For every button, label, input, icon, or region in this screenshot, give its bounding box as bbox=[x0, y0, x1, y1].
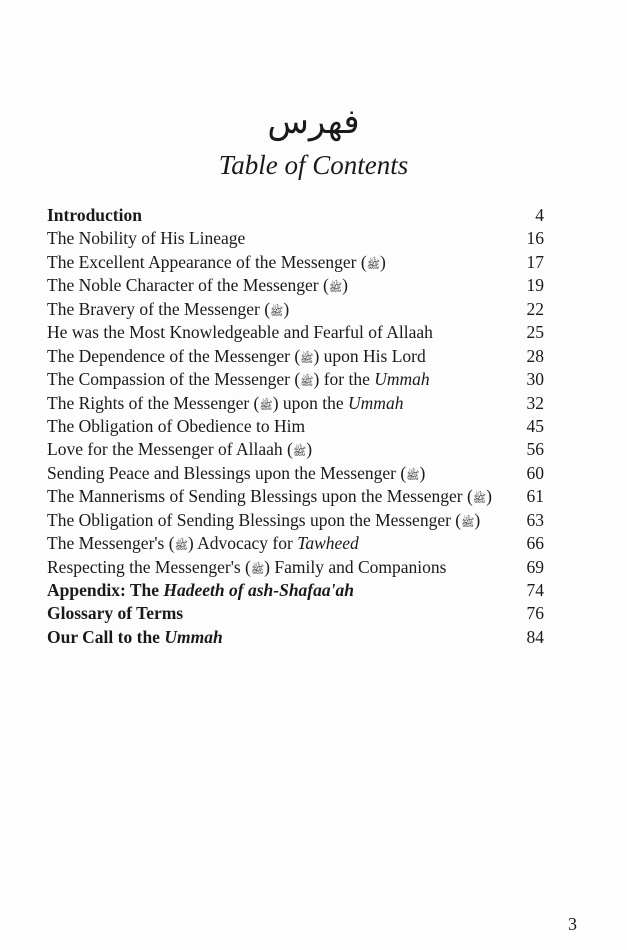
toc-title-segment: ) upon His Lord bbox=[313, 345, 426, 366]
toc-entry[interactable] bbox=[47, 227, 544, 250]
table-of-contents bbox=[47, 204, 544, 649]
salutation-symbol-icon: ﷺ bbox=[259, 398, 273, 412]
toc-entry-title bbox=[47, 321, 433, 344]
toc-title-segment: ) bbox=[380, 251, 386, 272]
toc-entry[interactable] bbox=[47, 415, 544, 438]
toc-entry-page: 28 bbox=[526, 345, 544, 366]
toc-title-segment: Introduction bbox=[47, 205, 142, 225]
toc-entry[interactable] bbox=[47, 438, 544, 461]
salutation-symbol-icon: ﷺ bbox=[174, 539, 188, 553]
toc-title-segment: The Obligation of Obedience to Him bbox=[47, 415, 306, 436]
toc-entry[interactable] bbox=[47, 626, 544, 649]
toc-entry-title bbox=[47, 602, 183, 625]
toc-title-segment: ) Advocacy for bbox=[187, 533, 298, 554]
toc-entry-title bbox=[47, 345, 426, 368]
toc-entry-page: 84 bbox=[526, 626, 544, 647]
toc-title-segment: ) bbox=[342, 275, 348, 296]
toc-title-segment: Tawheed bbox=[297, 533, 359, 554]
toc-entry-title bbox=[47, 462, 425, 485]
toc-entry[interactable] bbox=[47, 556, 544, 579]
arabic-title: فهرس bbox=[267, 102, 360, 142]
toc-entry[interactable] bbox=[47, 345, 544, 368]
toc-title-segment: ) bbox=[486, 486, 492, 507]
toc-entry-page: 63 bbox=[526, 509, 544, 530]
toc-entry-title bbox=[47, 204, 142, 227]
toc-title-segment: Sending Peace and Blessings upon the Messenger ( bbox=[47, 462, 407, 483]
toc-entry-title bbox=[47, 509, 480, 532]
toc-title-segment: Ummah bbox=[164, 626, 223, 647]
toc-entry-page: 69 bbox=[526, 556, 544, 577]
salutation-symbol-icon: ﷺ bbox=[250, 562, 265, 576]
toc-entry[interactable] bbox=[47, 392, 544, 415]
salutation-symbol-icon: ﷺ bbox=[472, 492, 487, 506]
toc-entry-title bbox=[47, 415, 305, 438]
toc-title-segment: The Compassion of the Messenger ( bbox=[47, 369, 301, 390]
toc-title-segment: ) upon the bbox=[272, 392, 349, 413]
toc-title-segment: ) bbox=[283, 298, 290, 319]
toc-entry-page: 30 bbox=[526, 369, 544, 390]
toc-title-segment: The Obligation of Sending Blessings upon the Messenger ( bbox=[47, 509, 462, 530]
toc-title-segment: The Messenger's ( bbox=[47, 533, 175, 554]
toc-title-segment: Glossary of Terms bbox=[47, 603, 184, 624]
page-number: 3 bbox=[568, 914, 577, 934]
salutation-symbol-icon: ﷺ bbox=[406, 468, 420, 482]
toc-entry-title bbox=[47, 556, 446, 579]
salutation-symbol-icon: ﷺ bbox=[270, 304, 284, 318]
toc-entry-title bbox=[47, 485, 492, 508]
salutation-symbol-icon: ﷺ bbox=[292, 445, 307, 459]
page-title: Table of Contents bbox=[218, 150, 409, 180]
toc-title-segment: The Dependence of the Messenger ( bbox=[47, 345, 301, 366]
toc-entry-page: 16 bbox=[526, 228, 544, 249]
toc-entry[interactable] bbox=[47, 321, 544, 344]
toc-title-segment: The Mannerisms of Sending Blessings upon the Messenger ( bbox=[47, 486, 473, 507]
toc-entry-page: 76 bbox=[526, 603, 544, 624]
toc-title-segment: The Rights of the Messenger ( bbox=[47, 392, 260, 413]
toc-entry-page: 66 bbox=[526, 533, 544, 554]
toc-entry-page: 25 bbox=[526, 322, 544, 343]
toc-entry-page: 61 bbox=[526, 486, 544, 507]
toc-title-segment: He was the Most Knowledgeable and Fearful of Allaah bbox=[47, 322, 433, 343]
salutation-symbol-icon: ﷺ bbox=[328, 281, 343, 295]
toc-entry[interactable] bbox=[47, 462, 544, 485]
toc-title-segment: The Bravery of the Messenger ( bbox=[47, 298, 271, 319]
toc-entry-title bbox=[47, 626, 223, 649]
toc-title-segment: Ummah bbox=[348, 392, 404, 413]
toc-title-segment: Ummah bbox=[374, 369, 430, 390]
toc-entry-page: 19 bbox=[526, 275, 544, 296]
toc-entry[interactable] bbox=[47, 204, 544, 227]
toc-title-segment: ) bbox=[419, 462, 426, 483]
toc-entry[interactable] bbox=[47, 532, 544, 555]
toc-entry-title bbox=[47, 392, 403, 415]
toc-entry-title bbox=[47, 438, 312, 461]
toc-entry[interactable] bbox=[47, 579, 544, 602]
toc-title-segment: The Nobility of His Lineage bbox=[47, 228, 246, 249]
toc-entry[interactable] bbox=[47, 509, 544, 532]
toc-entry[interactable] bbox=[47, 602, 544, 625]
toc-entry[interactable] bbox=[47, 485, 544, 508]
toc-title-segment: ) bbox=[306, 439, 313, 460]
toc-entry-title bbox=[47, 579, 354, 602]
toc-title-segment: ) for the bbox=[313, 369, 375, 390]
toc-entry-page: 32 bbox=[526, 392, 544, 413]
toc-entry[interactable] bbox=[47, 368, 544, 391]
toc-entry-title bbox=[47, 298, 289, 321]
toc-entry[interactable] bbox=[47, 274, 544, 297]
toc-title-segment: ) bbox=[474, 509, 481, 530]
toc-entry[interactable] bbox=[47, 251, 544, 274]
toc-entry-page: 60 bbox=[526, 462, 544, 483]
toc-title-segment: Our Call to the bbox=[47, 626, 165, 647]
toc-entry[interactable] bbox=[47, 298, 544, 321]
salutation-symbol-icon: ﷺ bbox=[366, 257, 381, 271]
toc-title-segment: Appendix: The bbox=[47, 580, 164, 600]
toc-title-segment: Love for the Messenger of Allaah ( bbox=[47, 439, 293, 460]
toc-title-segment: Hadeeth of ash-Shafaa'ah bbox=[163, 580, 354, 600]
toc-entry-page: 4 bbox=[535, 205, 544, 225]
toc-entry-page: 45 bbox=[526, 415, 544, 436]
toc-title-segment: The Noble Character of the Messenger ( bbox=[47, 275, 329, 296]
salutation-symbol-icon: ﷺ bbox=[300, 351, 314, 365]
toc-entry-title bbox=[47, 227, 245, 250]
toc-entry-page: 17 bbox=[526, 251, 544, 272]
toc-title-segment: ) Family and Companions bbox=[264, 556, 447, 577]
toc-entry-title bbox=[47, 274, 348, 297]
salutation-symbol-icon: ﷺ bbox=[461, 515, 475, 529]
salutation-symbol-icon: ﷺ bbox=[300, 375, 314, 389]
toc-entry-title bbox=[47, 368, 430, 391]
toc-entry-page: 74 bbox=[526, 580, 544, 600]
toc-title-segment: The Excellent Appearance of the Messenger ( bbox=[47, 251, 367, 272]
toc-entry-page: 56 bbox=[526, 439, 544, 460]
toc-title-segment: Respecting the Messenger's ( bbox=[47, 556, 251, 577]
toc-entry-title bbox=[47, 532, 359, 555]
toc-entry-page: 22 bbox=[526, 298, 544, 319]
toc-entry-title bbox=[47, 251, 386, 274]
